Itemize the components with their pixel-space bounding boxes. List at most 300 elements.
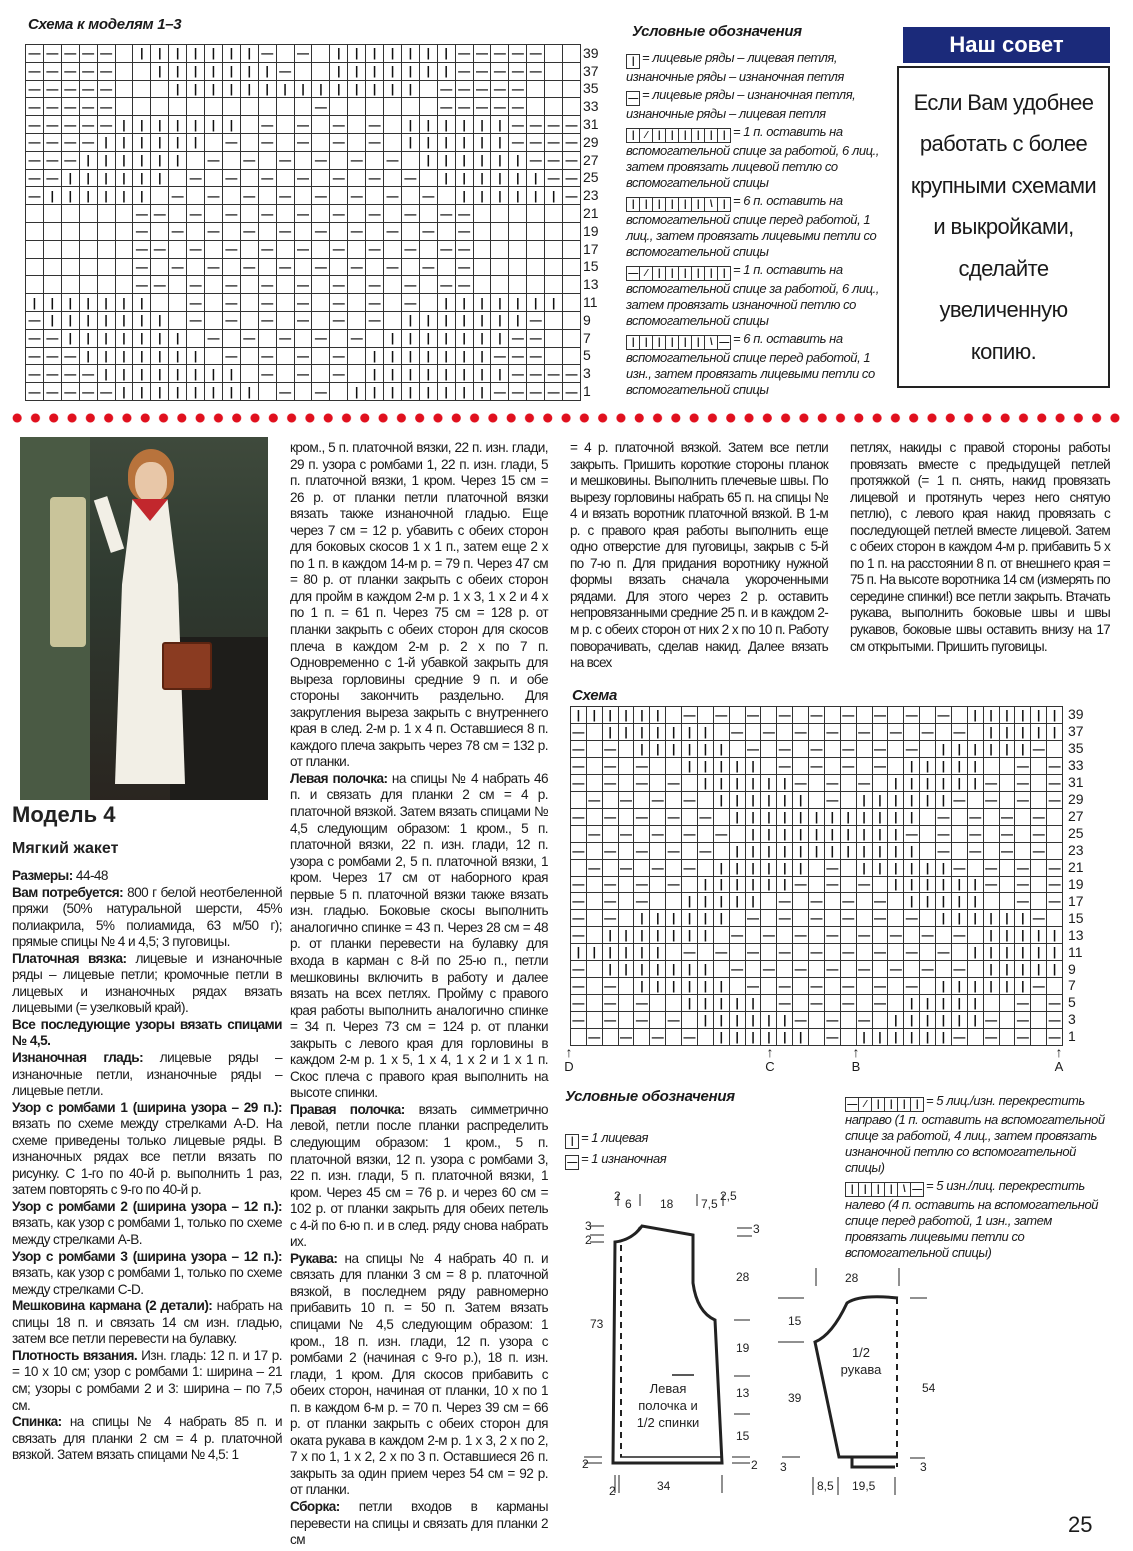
chart-cell: — [366,116,384,134]
chart-cell: — [277,187,295,205]
chart-cell [116,259,134,277]
chart-cell: — [825,927,841,944]
chart-cell [527,81,545,99]
chart-cell: — [527,152,545,170]
chart-cell: | [952,1012,968,1029]
chart-cell [1015,826,1031,843]
chart-cell: | [730,775,746,792]
chart-cell [384,205,402,223]
row-label: 21 [583,205,599,222]
chart-cell [62,276,80,294]
chart-cell [545,241,563,259]
chart-cell: | [873,792,889,809]
chart-cell: — [491,98,509,116]
chart-cell: — [1031,826,1047,843]
chart-cell [98,205,116,223]
chart-cell: — [366,276,384,294]
paragraph [12,868,282,885]
chart-cell: — [223,312,241,330]
chart-cell [888,995,904,1012]
chart-cell [952,826,968,843]
chart-cell: | [420,330,438,348]
paragraph [290,1499,548,1549]
chart-cell [277,116,295,134]
chart-cell: | [746,843,762,860]
chart-cell: — [330,276,348,294]
chart-cell: | [761,826,777,843]
chart-cell: | [603,724,619,741]
chart-cell [563,294,581,312]
chart-cell: | [888,1012,904,1029]
chart-cell: — [825,877,841,894]
chart-cell [545,330,563,348]
chart-cell [587,724,603,741]
chart-cell: | [873,1029,889,1046]
chart-cell: | [98,365,116,383]
chart-cell [984,809,1000,826]
chart-cell [571,860,587,877]
paragraph-heading: Спинка: [12,1414,62,1430]
paragraph-heading: Правая полочка: [290,1101,405,1117]
chart-cell [682,1012,698,1029]
chart-cell: — [825,860,841,877]
chart-cell [825,944,841,961]
chart-cell: | [1015,961,1031,978]
page-number: 25 [1068,1512,1093,1537]
chart-cell: | [438,365,456,383]
chart-cell [187,330,205,348]
chart-cell: | [730,1012,746,1029]
chart-cell: — [634,758,650,775]
front-top-7-5: 7,5 [701,1197,718,1211]
chart-cell: — [26,98,44,116]
chart-cell: | [1031,944,1047,961]
chart-cell [277,98,295,116]
chart-cell: — [793,724,809,741]
chart-cell: | [746,826,762,843]
chart-cell: | [187,81,205,99]
chart-cell: | [205,63,223,81]
chart-cell: — [746,944,762,961]
arrow-c: ↑ C [765,1044,775,1074]
chart-cell: — [857,1012,873,1029]
chart-cell: — [312,152,330,170]
chart-cell: — [133,205,151,223]
chart-cell [133,81,151,99]
chart-cell: — [1047,792,1063,809]
chart-cell: — [187,312,205,330]
chart-cell: | [151,152,169,170]
chart-cell: — [746,707,762,724]
chart-cell [169,294,187,312]
chart-cell: — [277,152,295,170]
chart-cell: | [936,978,952,995]
chart-cell: — [223,348,241,366]
chart-cell: | [116,152,134,170]
legend-text: = 6 п. оставить на вспомогательной спице перед работой, 1 изн., затем провязать лицевыми петли со вспомогательной спицы [626,331,875,397]
advice-box [897,66,1110,388]
chart-cell: | [904,843,920,860]
chart-cell: — [563,116,581,134]
chart-cell: | [62,330,80,348]
chart-cell [116,81,134,99]
chart-cell [793,741,809,758]
chart-cell: | [888,877,904,894]
chart-cell: | [187,45,205,63]
chart-cell: — [509,348,527,366]
chart-cell: | [619,927,635,944]
chart-cell: — [634,809,650,826]
chart-cell: | [1000,961,1016,978]
chart-cell: — [366,170,384,188]
chart-cell [968,792,984,809]
chart-cell [44,276,62,294]
chart-cell [420,241,438,259]
chart-cell [205,294,223,312]
chart-cell: | [920,1012,936,1029]
chart-cell [80,276,98,294]
chart-cell [936,724,952,741]
chart-cell: — [809,978,825,995]
chart-cell: | [527,294,545,312]
chart-cell [491,223,509,241]
chart-cell [825,758,841,775]
chart-cell [1000,1029,1016,1046]
stitch-symbol-icon: — ⁄ | | | | | | [626,266,731,281]
row-label: 7 [1068,977,1076,994]
chart-cell [920,809,936,826]
chart-cell: — [571,724,587,741]
chart-cell [603,792,619,809]
chart-cell: | [952,741,968,758]
row-label: 37 [1068,723,1084,740]
front-top-6: 6 [625,1197,632,1211]
chart-cell: — [44,63,62,81]
chart-cell: — [205,330,223,348]
chart-cell [841,877,857,894]
chart-cell: — [62,383,80,401]
chart-cell [936,927,952,944]
chart-cell: | [746,758,762,775]
chart-cell: — [666,843,682,860]
legend2-basic [565,1130,815,1172]
chart-cell: — [420,223,438,241]
chart-cell: | [366,63,384,81]
chart-cell: | [169,383,187,401]
chart-cell: — [777,741,793,758]
legend-text: = 6 п. оставить на вспомогательной спице перед работой, 1 лиц., затем провязать лицевыми петли со вспомогательной спицы [626,193,877,259]
chart-cell: — [527,330,545,348]
chart-cell: — [384,259,402,277]
chart-cell [509,241,527,259]
chart-cell: — [650,792,666,809]
chart-cell: — [1000,826,1016,843]
chart-cell: | [205,45,223,63]
chart-cell [888,910,904,927]
chart-cell [330,383,348,401]
chart-cell: | [809,843,825,860]
chart-cell [241,365,259,383]
chart-cell: — [474,63,492,81]
chart-cell: | [968,995,984,1012]
front-left-3: 3 [585,1219,592,1233]
chart-cell: — [888,927,904,944]
chart-cell: | [527,170,545,188]
paragraph-text: вязать симметрично левой, петли после планки распределить следующим образом: 1 кром., 5 п. платочной вязки, 12 п. узора с ромбами 3, 22 п. изн. глади, 5 п. платочной вязки, 1 кром. Через 45 см = 76 р. и через 60 см = 102 р. от планки закрыть для обеих петель с 4-й по 6-ю п. и в след. ряду снова набрать их. [290,1101,548,1250]
chart-cell [666,826,682,843]
chart-cell [920,978,936,995]
chart-cell: | [761,860,777,877]
paragraph [12,951,282,1017]
chart-cell: | [698,1012,714,1029]
chart-cell: — [904,910,920,927]
chart-cell: | [26,294,44,312]
chart-cell: — [187,241,205,259]
chart-cell: — [545,116,563,134]
chart-cell: — [295,276,313,294]
chart-cell: — [312,259,330,277]
chart-cell [527,241,545,259]
chart-cell: | [730,1029,746,1046]
chart-cell: | [650,944,666,961]
chart-cell [1000,860,1016,877]
chart-cell: | [888,843,904,860]
chart-cell: | [968,877,984,894]
chart-cell: | [952,910,968,927]
chart-cell [619,843,635,860]
chart-cell: | [151,383,169,401]
chart-cell: — [1015,1029,1031,1046]
chart-cell: | [456,312,474,330]
chart-cell: | [509,294,527,312]
chart-cell: | [873,843,889,860]
chart-cell: | [666,961,682,978]
chart-cell: — [456,81,474,99]
chart-cell: — [312,187,330,205]
sleeve-right-3: 3 [920,1460,927,1474]
chart-cell [587,741,603,758]
chart-cell: | [682,995,698,1012]
chart-cell [920,910,936,927]
chart-cell: | [420,383,438,401]
chart-cell: — [80,98,98,116]
chart-cell: | [698,741,714,758]
chart-cell: — [312,330,330,348]
sleeve-label-1: 1/2 [851,1345,871,1360]
chart-cell: | [920,995,936,1012]
chart-cell: | [169,134,187,152]
stitch-symbol-icon: | | | | | | \ | [626,197,731,212]
chart-cell [587,843,603,860]
chart-cell [984,758,1000,775]
chart-cell: — [634,775,650,792]
chart-cell: | [491,294,509,312]
chart-cell: | [187,116,205,134]
chart-cell [587,758,603,775]
row-label: 29 [583,133,599,150]
advice-header: Наш совет [903,27,1110,63]
chart-cell: — [330,294,348,312]
paragraph-text: на спицы № 4 набрать 46 п. и связать для планки 2 см = 4 р. платочной вязкой. Затем вязать спицами № 4,5 следующим образом: 1 кром., 5 п. платочной вязки, 22 п. изн. глади, 12 п. узора с ромбами 2, 5 п. платочной вязки, 1 кром. Через 17 см от наборного края первые 5 п. платочной вязки также вязать изн. гладью. Боковые скосы выполнить аналогично спинке = 43 п. Через 28 см = 48 р. от планки перевести на булавку для входа в карман с 8-й по 25-ю п., петли мешковины включить в работу и далее вязать на всех петлях. Пройму с правого края работы выполнить аналогично спинке = 34 п. Через 73 см = 124 р. от планки закрыть с левого края для горловины в каждом 2-м р. 1 х 5, 1 х 4, 1 х 2 и 1 х 1 п. Скос плеча с правого края выполнить на высоте спинки. [290,770,548,1101]
chart-cell: | [730,809,746,826]
chart-cell [151,81,169,99]
chart-cell: — [730,961,746,978]
dotted-divider [8,410,1123,426]
chart-cell: — [1047,860,1063,877]
chart-cell [474,259,492,277]
chart-cell [259,259,277,277]
chart-cell: — [920,724,936,741]
row-label: 23 [583,187,599,204]
chart-cell [563,348,581,366]
chart-cell [259,330,277,348]
chart-cell: | [873,809,889,826]
chart-cell [44,241,62,259]
chart-cell: — [571,1012,587,1029]
row-label: 1 [1068,1028,1076,1045]
column-3-text: = 4 р. платочной вязкой. Затем все петли закрыть. Пришить короткие стороны планок и мешковины. Выполнить плечевые швы. По вырезу горловины набрать 65 п. на спицы № 4 и вязать воротник платочной вязкой. В 1-м р. с правого края работы выполнить еще одно отверстие для пуговицы, закрыв с 5-й по 7-ю п. Для придания воротнику нужной формы вязать сначала укороченными рядами. Для этого через 2 р. оставить непровязанными средние 25 п. и в каждом 2-м р. с обеих сторон от них 2 х по 10 п. Работу поворачивать, сделав накид. Далее вязать на всех [570,440,828,671]
article-subtitle: Мягкий жакет [12,840,119,857]
chart-cell: | [968,893,984,910]
chart-cell: | [634,978,650,995]
chart-cell: — [841,910,857,927]
chart-cell: | [402,330,420,348]
chart-cell: | [1031,724,1047,741]
chart-cell: | [133,365,151,383]
chart-cell: — [1031,843,1047,860]
chart-cell [366,223,384,241]
chart-cell [277,348,295,366]
chart-cell [348,134,366,152]
chart-cell: — [366,294,384,312]
chart-cell: — [571,843,587,860]
chart-cell: | [474,383,492,401]
top-legend-title: Условные обозначения [632,23,802,40]
photo-suitcase [162,642,212,690]
chart-cell [312,312,330,330]
chart-cell [133,98,151,116]
chart-cell: | [169,348,187,366]
chart-cell [841,775,857,792]
chart-cell: | [438,348,456,366]
chart-cell: | [223,81,241,99]
row-label: 31 [583,116,599,133]
chart-cell [809,792,825,809]
chart-cell: | [904,1012,920,1029]
front-h-19: 19 [736,1341,750,1355]
chart-cell: | [650,741,666,758]
chart-cell: | [841,826,857,843]
chart-cell: | [936,910,952,927]
chart-cell [1015,843,1031,860]
chart-cell [241,170,259,188]
chart-cell: — [545,170,563,188]
legend-text: = лицевые ряды – изнаночная петля, изнаночные ряды – лицевая петля [626,87,856,121]
chart-cell: | [402,63,420,81]
chart-cell: — [223,294,241,312]
chart-cell [619,758,635,775]
chart-cell: | [714,792,730,809]
chart-cell [666,860,682,877]
chart-cell: | [730,758,746,775]
chart-cell: | [205,383,223,401]
chart-cell: — [277,383,295,401]
photo-window [50,497,86,647]
chart-cell: | [116,134,134,152]
arrow-b: ↑ B [851,1044,861,1074]
row-label: 25 [1068,825,1084,842]
chart-cell: — [968,826,984,843]
chart-cell: | [151,63,169,81]
sleeve-top-28: 28 [845,1271,859,1285]
paragraph-text: на спицы № 4 набрать 85 п. и связать для планки 2 см = 4 р. платочной вязкой. Затем вязать спицами № 4,5: 1 [12,1414,282,1463]
chart-cell [761,893,777,910]
chart-cell: | [474,187,492,205]
chart-cell: — [527,312,545,330]
article-column-4 [850,440,1110,655]
chart-cell: | [384,45,402,63]
chart-cell: — [98,383,116,401]
chart-cell: | [133,330,151,348]
chart-cell: — [904,707,920,724]
front-right-3: 3 [753,1222,760,1236]
chart-cell: — [714,707,730,724]
chart-cell: | [1015,944,1031,961]
chart-cell: — [509,63,527,81]
chart-cell: — [151,205,169,223]
stitch-symbol-icon: — [626,91,640,106]
chart-cell: | [223,63,241,81]
chart-cell: | [456,365,474,383]
chart-cell: — [563,187,581,205]
chart-cell: — [348,152,366,170]
chart-cell: — [259,116,277,134]
chart-cell: | [761,775,777,792]
chart-cell: — [98,116,116,134]
chart-cell [730,741,746,758]
chart-cell [205,98,223,116]
chart-cell: | [714,860,730,877]
chart-cell [841,724,857,741]
chart-cell: | [438,330,456,348]
chart-cell [563,81,581,99]
front-h-13: 13 [736,1386,750,1400]
chart-cell [777,724,793,741]
row-label: 17 [1068,892,1084,909]
sleeve-h-15: 15 [788,1314,802,1328]
chart-cell: — [438,81,456,99]
chart-cell: — [563,365,581,383]
chart-cell [402,152,420,170]
chart-cell: — [456,223,474,241]
chart-cell: — [984,860,1000,877]
chart-cell: | [746,995,762,1012]
chart-cell: | [698,961,714,978]
chart-cell [984,826,1000,843]
chart-cell: — [330,312,348,330]
chart-cell: — [952,1029,968,1046]
chart-cell: | [730,843,746,860]
row-label: 3 [1068,1011,1076,1028]
chart-cell [571,1029,587,1046]
chart-cell [545,259,563,277]
sleeve-left-3: 3 [780,1460,787,1474]
chart-cell: | [456,187,474,205]
chart-cell: — [603,809,619,826]
chart-cell: | [330,63,348,81]
chart-cell: | [777,826,793,843]
chart-cell: — [330,134,348,152]
